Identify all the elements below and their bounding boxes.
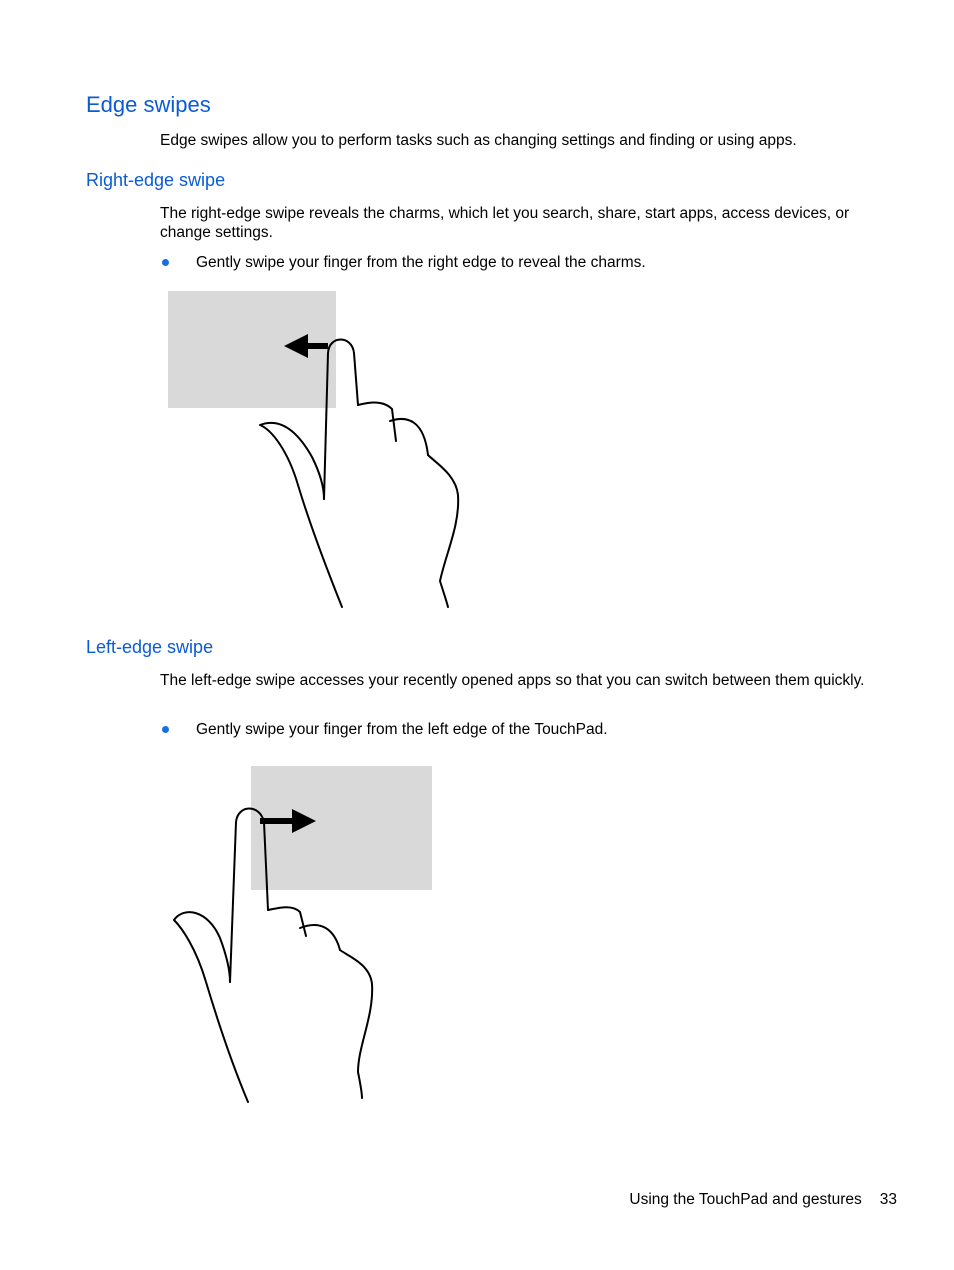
touchpad-area (168, 291, 336, 408)
touchpad-area (251, 766, 432, 890)
right-edge-bullet-text: Gently swipe your finger from the right edge to reveal the charms. (196, 254, 646, 271)
page-title: Edge swipes (86, 92, 211, 117)
footer-section-title: Using the TouchPad and gestures (629, 1191, 862, 1208)
right-edge-paragraph: The right-edge swipe reveals the charms, which let you search, share, start apps, access devices, or change settings. (160, 205, 850, 241)
left-edge-swipe-illustration (160, 760, 450, 1110)
bullet-icon (162, 259, 169, 266)
left-edge-bullet-text: Gently swipe your finger from the left edge of the TouchPad. (196, 721, 608, 738)
section-heading-left-edge: Left-edge swipe (86, 637, 214, 657)
page-footer (560, 1191, 897, 1209)
bullet-icon (162, 726, 169, 733)
section-heading-right-edge: Right-edge swipe (86, 170, 226, 190)
page-number: 33 (879, 1191, 897, 1208)
left-edge-paragraph: The left-edge swipe accesses your recently opened apps so that you can switch between them quickly. (160, 672, 865, 689)
right-edge-swipe-illustration (160, 285, 470, 615)
intro-paragraph: Edge swipes allow you to perform tasks such as changing settings and finding or using apps. (160, 132, 797, 149)
